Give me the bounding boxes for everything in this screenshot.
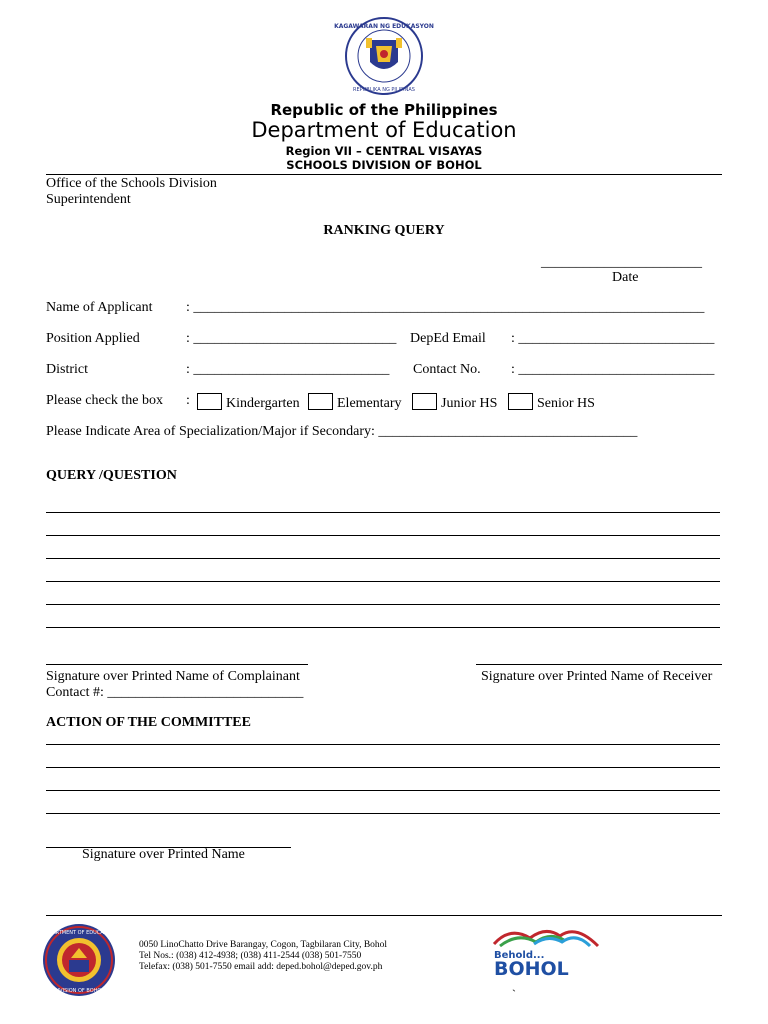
position-label: Position Applied — [46, 331, 140, 346]
option-senior-hs-label: Senior HS — [537, 396, 595, 411]
footer-contact-block — [139, 940, 387, 973]
contact-field[interactable]: : ____________________________ — [511, 362, 715, 377]
query-line[interactable] — [46, 535, 720, 536]
checkbox-junior-hs[interactable] — [412, 393, 437, 410]
footer-seal-bottom: DIVISION OF BOHOL — [53, 988, 105, 994]
query-line[interactable] — [46, 604, 720, 605]
seal-text-bottom: REPUBLIKA NG PILIPINAS — [353, 87, 415, 93]
option-senior-hs[interactable] — [508, 393, 595, 412]
checkbox-elementary[interactable] — [308, 393, 333, 410]
header-divider — [46, 174, 722, 175]
district-field[interactable]: : ____________________________ — [186, 362, 390, 377]
specialization-field[interactable]: Please Indicate Area of Specialization/Major if Secondary: _____________________________________ — [46, 424, 638, 439]
action-line[interactable] — [46, 767, 720, 768]
division-title: SCHOOLS DIVISION OF BOHOL — [286, 158, 482, 172]
query-line[interactable] — [46, 558, 720, 559]
region-title: Region VII – CENTRAL VISAYAS — [285, 144, 483, 158]
complainant-signature-label: Signature over Printed Name of Complainant — [46, 669, 300, 684]
behold-bohol-logo-icon — [490, 924, 606, 980]
query-line[interactable] — [46, 512, 720, 513]
email-label: DepEd Email — [410, 331, 486, 346]
district-label: District — [46, 362, 88, 377]
date-line[interactable]: _______________________ — [541, 255, 702, 270]
footer-tel: Tel Nos.: (038) 412-4938; (038) 411-2544 (038) 501-7550 — [139, 951, 362, 961]
query-line[interactable] — [46, 581, 720, 582]
office-line-2: Superintendent — [46, 192, 131, 207]
seal-text-top: KAGAWARAN NG EDUKASYON — [334, 23, 434, 30]
behold-text: Behold... — [494, 950, 545, 961]
action-heading: ACTION OF THE COMMITTEE — [46, 715, 251, 730]
bohol-text: BOHOL — [494, 958, 569, 980]
query-line[interactable] — [46, 627, 720, 628]
check-colon: : — [186, 393, 190, 408]
action-line[interactable] — [46, 813, 720, 814]
date-label: Date — [612, 270, 639, 285]
name-field[interactable]: : _________________________________________________________________________ — [186, 300, 705, 315]
complainant-contact[interactable]: Contact #: ____________________________ — [46, 685, 304, 700]
republic-title: Republic of the Philippines — [270, 101, 498, 119]
checkbox-senior-hs[interactable] — [508, 393, 533, 410]
footer-telefax[interactable]: Telefax: (038) 501-7550 email add: deped.bohol@deped.gov.ph — [139, 962, 383, 972]
option-elementary-label: Elementary — [337, 396, 402, 411]
stray-tick: ` — [512, 987, 516, 1001]
footer-divider — [46, 915, 722, 916]
office-line-1: Office of the Schools Division — [46, 176, 217, 191]
contact-label: Contact No. — [413, 362, 481, 377]
option-kindergarten[interactable] — [197, 393, 300, 412]
form-title: RANKING QUERY — [323, 223, 445, 238]
action-line[interactable] — [46, 744, 720, 745]
option-elementary[interactable] — [308, 393, 402, 412]
receiver-signature-label: Signature over Printed Name of Receiver — [481, 669, 713, 684]
option-junior-hs-label: Junior HS — [441, 396, 498, 411]
department-title: Department of Education — [251, 118, 517, 142]
position-field[interactable]: : _____________________________ — [186, 331, 397, 346]
option-kindergarten-label: Kindergarten — [226, 396, 300, 411]
division-seal-icon — [40, 922, 118, 998]
checkbox-kindergarten[interactable] — [197, 393, 222, 410]
final-signature-label: Signature over Printed Name — [82, 847, 245, 862]
email-field[interactable]: : ____________________________ — [511, 331, 715, 346]
footer-address: 0050 LinoChatto Drive Barangay, Cogon, Tagbilaran City, Bohol — [139, 940, 388, 950]
footer-seal-top: DEPARTMENT OF EDUCATION — [42, 930, 116, 936]
action-line[interactable] — [46, 790, 720, 791]
name-label: Name of Applicant — [46, 300, 153, 315]
deped-seal-icon — [334, 16, 434, 96]
option-junior-hs[interactable] — [412, 393, 497, 412]
complainant-signature-line[interactable] — [46, 664, 308, 665]
query-heading: QUERY /QUESTION — [46, 468, 177, 483]
check-label: Please check the box — [46, 393, 164, 408]
receiver-signature-line[interactable] — [476, 664, 722, 665]
